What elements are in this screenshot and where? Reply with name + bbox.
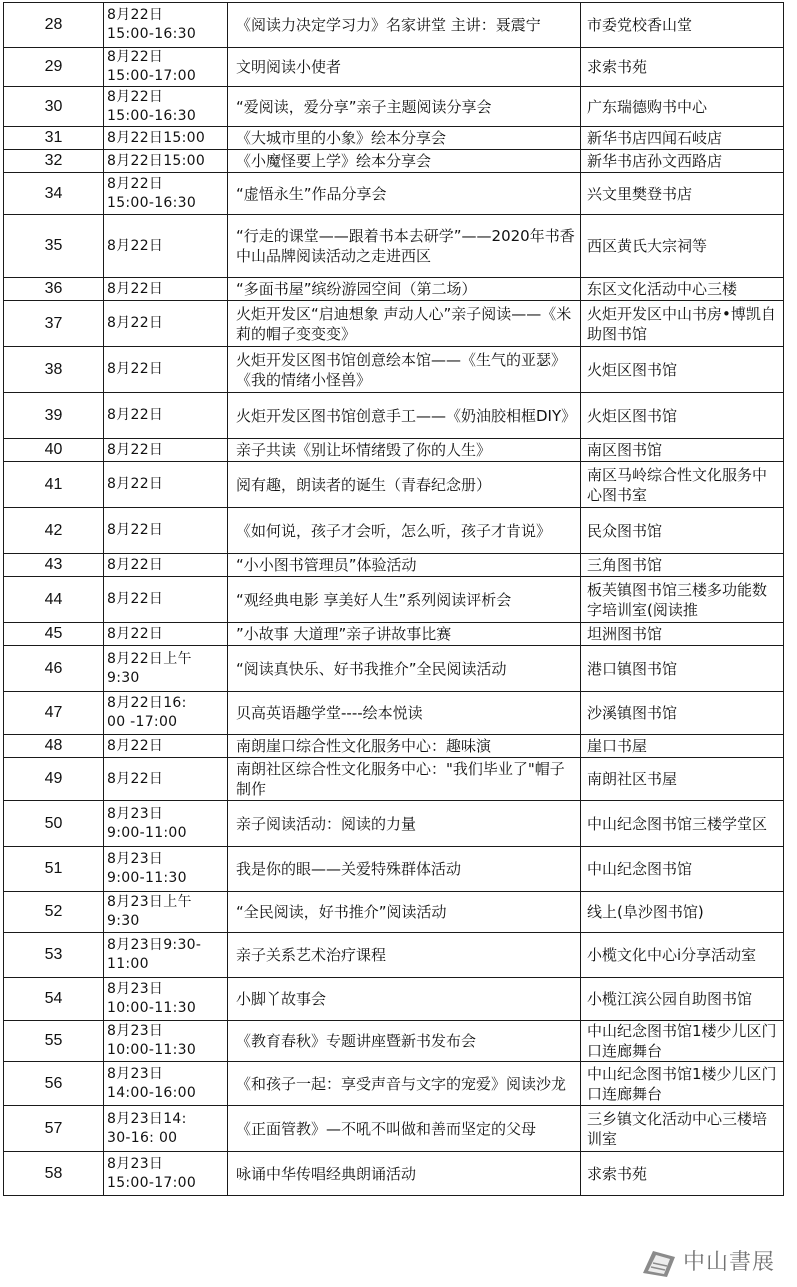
row-number: 56 [4, 1062, 104, 1106]
row-time: 8月23日 14:00-16:00 [104, 1062, 228, 1106]
row-activity-title: “全民阅读，好书推介”阅读活动 [228, 892, 581, 933]
row-time: 8月22日 [104, 758, 228, 801]
row-number: 45 [4, 623, 104, 646]
row-number: 39 [4, 393, 104, 439]
row-number: 50 [4, 801, 104, 847]
row-number: 29 [4, 48, 104, 87]
table-row [4, 758, 784, 801]
row-time: 8月22日16: 00 -17:00 [104, 692, 228, 735]
row-number: 48 [4, 735, 104, 758]
row-number: 38 [4, 347, 104, 393]
row-activity-title: 火炬开发区“启迪想象 声动人心”亲子阅读——《米莉的帽子变变变》 [228, 301, 581, 347]
row-time: 8月22日 15:00-16:30 [104, 87, 228, 127]
row-time: 8月22日15:00 [104, 127, 228, 150]
row-time: 8月22日 [104, 623, 228, 646]
row-time: 8月22日 [104, 735, 228, 758]
table-row [4, 1106, 784, 1152]
row-number: 35 [4, 215, 104, 278]
row-activity-title: 《大城市里的小象》绘本分享会 [228, 127, 581, 150]
row-activity-title: “行走的课堂——跟着书本去研学”——2020年书香中山品牌阅读活动之走进西区 [228, 215, 581, 278]
row-number: 58 [4, 1152, 104, 1196]
row-venue: 新华书店四闻石岐店 [581, 127, 784, 150]
table-row [4, 577, 784, 623]
row-venue: 民众图书馆 [581, 508, 784, 554]
table-row [4, 347, 784, 393]
row-venue: 西区黄氏大宗祠等 [581, 215, 784, 278]
row-number: 55 [4, 1021, 104, 1062]
row-venue: 线上(阜沙图书馆) [581, 892, 784, 933]
row-activity-title: “小小图书管理员”体验活动 [228, 554, 581, 577]
table-row [4, 48, 784, 87]
table-row [4, 847, 784, 892]
row-number: 40 [4, 439, 104, 462]
row-activity-title: 我是你的眼——关爱特殊群体活动 [228, 847, 581, 892]
watermark-logo [639, 1241, 791, 1285]
row-activity-title: 咏诵中华传唱经典朗诵活动 [228, 1152, 581, 1196]
row-venue: 火炬区图书馆 [581, 347, 784, 393]
watermark-text: 中山書展 [683, 1250, 776, 1275]
table-row [4, 87, 784, 127]
row-number: 51 [4, 847, 104, 892]
row-time: 8月23日9:30- 11:00 [104, 933, 228, 978]
table-row [4, 3, 784, 48]
activity-table [3, 2, 784, 1196]
activity-table-body [4, 3, 784, 1196]
row-venue: 中山纪念图书馆1楼少儿区门口连廊舞台 [581, 1021, 784, 1062]
table-row [4, 801, 784, 847]
row-activity-title: 《如何说，孩子才会听，怎么听，孩子才肯说》 [228, 508, 581, 554]
row-activity-title: 《小魔怪要上学》绘本分享会 [228, 150, 581, 173]
table-row [4, 692, 784, 735]
row-time: 8月22日 [104, 508, 228, 554]
row-venue: 求索书苑 [581, 1152, 784, 1196]
row-venue: 小榄江滨公园自助图书馆 [581, 978, 784, 1021]
table-row [4, 301, 784, 347]
table-row [4, 933, 784, 978]
table-row [4, 1062, 784, 1106]
table-row [4, 215, 784, 278]
row-number: 41 [4, 462, 104, 508]
row-time: 8月22日 [104, 301, 228, 347]
table-row [4, 508, 784, 554]
row-number: 52 [4, 892, 104, 933]
row-time: 8月22日上午 9:30 [104, 646, 228, 692]
row-activity-title: “虚悟永生”作品分享会 [228, 173, 581, 215]
row-activity-title: 阅有趣，朗读者的诞生（青春纪念册） [228, 462, 581, 508]
table-row [4, 735, 784, 758]
row-activity-title: 南朗崖口综合性文化服务中心：趣味演 [228, 735, 581, 758]
row-venue: 中山纪念图书馆1楼少儿区门口连廊舞台 [581, 1062, 784, 1106]
row-time: 8月22日 [104, 393, 228, 439]
row-venue: 三乡镇文化活动中心三楼培训室 [581, 1106, 784, 1152]
row-number: 42 [4, 508, 104, 554]
row-venue: 三角图书馆 [581, 554, 784, 577]
row-time: 8月22日 15:00-17:00 [104, 48, 228, 87]
row-venue: 市委党校香山堂 [581, 3, 784, 48]
row-number: 57 [4, 1106, 104, 1152]
row-time: 8月22日 15:00-16:30 [104, 173, 228, 215]
table-row [4, 1152, 784, 1196]
row-time: 8月23日 9:00-11:00 [104, 801, 228, 847]
table-row [4, 1021, 784, 1062]
row-activity-title: 亲子关系艺术治疗课程 [228, 933, 581, 978]
table-row [4, 978, 784, 1021]
row-number: 53 [4, 933, 104, 978]
row-number: 44 [4, 577, 104, 623]
row-time: 8月23日 10:00-11:30 [104, 1021, 228, 1062]
row-number: 54 [4, 978, 104, 1021]
row-activity-title: ”小故事 大道理”亲子讲故事比赛 [228, 623, 581, 646]
row-number: 49 [4, 758, 104, 801]
row-venue: 新华书店孙文西路店 [581, 150, 784, 173]
row-number: 30 [4, 87, 104, 127]
row-activity-title: “观经典电影 享美好人生”系列阅读评析会 [228, 577, 581, 623]
row-number: 43 [4, 554, 104, 577]
row-number: 31 [4, 127, 104, 150]
row-activity-title: 亲子阅读活动：阅读的力量 [228, 801, 581, 847]
row-activity-title: 南朗社区综合性文化服务中心："我们毕业了"帽子制作 [228, 758, 581, 801]
table-row [4, 646, 784, 692]
row-activity-title: “多面书屋”缤纷游园空间（第二场） [228, 278, 581, 301]
row-venue: 南区马岭综合性文化服务中心图书室 [581, 462, 784, 508]
row-activity-title: 《教育春秋》专题讲座暨新书发布会 [228, 1021, 581, 1062]
table-row [4, 173, 784, 215]
table-row [4, 462, 784, 508]
row-venue: 南区图书馆 [581, 439, 784, 462]
row-time: 8月22日 [104, 278, 228, 301]
row-time: 8月22日 [104, 462, 228, 508]
table-row [4, 150, 784, 173]
row-number: 34 [4, 173, 104, 215]
row-activity-title: “阅读真快乐、好书我推介”全民阅读活动 [228, 646, 581, 692]
row-venue: 兴文里樊登书店 [581, 173, 784, 215]
row-number: 28 [4, 3, 104, 48]
row-venue: 中山纪念图书馆三楼学堂区 [581, 801, 784, 847]
row-venue: 东区文化活动中心三楼 [581, 278, 784, 301]
row-number: 46 [4, 646, 104, 692]
row-time: 8月23日 9:00-11:30 [104, 847, 228, 892]
row-venue: 南朗社区书屋 [581, 758, 784, 801]
row-activity-title: 《正面管教》—不吼不叫做和善而坚定的父母 [228, 1106, 581, 1152]
row-number: 47 [4, 692, 104, 735]
row-time: 8月22日 [104, 439, 228, 462]
table-row [4, 554, 784, 577]
row-time: 8月22日 [104, 577, 228, 623]
table-row [4, 278, 784, 301]
row-activity-title: 《阅读力决定学习力》名家讲堂 主讲：聂震宁 [228, 3, 581, 48]
row-activity-title: 贝高英语趣学堂----绘本悦读 [228, 692, 581, 735]
table-row [4, 127, 784, 150]
row-venue: 崖口书屋 [581, 735, 784, 758]
row-venue: 中山纪念图书馆 [581, 847, 784, 892]
book-logo-icon [639, 1243, 679, 1283]
row-activity-title: 火炬开发区图书馆创意手工——《奶油胶相框DIY》 [228, 393, 581, 439]
row-venue: 坦洲图书馆 [581, 623, 784, 646]
row-venue: 板芙镇图书馆三楼多功能数字培训室(阅读推 [581, 577, 784, 623]
row-time: 8月22日 [104, 554, 228, 577]
row-venue: 沙溪镇图书馆 [581, 692, 784, 735]
row-time: 8月22日15:00 [104, 150, 228, 173]
row-venue: 小榄文化中心i分享活动室 [581, 933, 784, 978]
row-time: 8月22日 [104, 347, 228, 393]
row-venue: 求索书苑 [581, 48, 784, 87]
row-activity-title: 亲子共读《别让坏情绪毁了你的人生》 [228, 439, 581, 462]
row-activity-title: 《和孩子一起：享受声音与文字的宠爱》阅读沙龙 [228, 1062, 581, 1106]
row-time: 8月23日14: 30-16: 00 [104, 1106, 228, 1152]
table-row [4, 892, 784, 933]
row-venue: 火炬开发区中山书房•博凯自助图书馆 [581, 301, 784, 347]
row-time: 8月23日 15:00-17:00 [104, 1152, 228, 1196]
row-number: 37 [4, 301, 104, 347]
row-time: 8月23日上午 9:30 [104, 892, 228, 933]
row-activity-title: 火炬开发区图书馆创意绘本馆——《生气的亚瑟》《我的情绪小怪兽》 [228, 347, 581, 393]
row-activity-title: “爱阅读，爱分享”亲子主题阅读分享会 [228, 87, 581, 127]
table-row [4, 623, 784, 646]
row-venue: 广东瑞德购书中心 [581, 87, 784, 127]
row-activity-title: 文明阅读小使者 [228, 48, 581, 87]
row-venue: 港口镇图书馆 [581, 646, 784, 692]
table-row [4, 393, 784, 439]
table-row [4, 439, 784, 462]
row-number: 32 [4, 150, 104, 173]
row-activity-title: 小脚丫故事会 [228, 978, 581, 1021]
row-number: 36 [4, 278, 104, 301]
row-time: 8月22日 [104, 215, 228, 278]
row-time: 8月23日 10:00-11:30 [104, 978, 228, 1021]
row-time: 8月22日 15:00-16:30 [104, 3, 228, 48]
row-venue: 火炬区图书馆 [581, 393, 784, 439]
